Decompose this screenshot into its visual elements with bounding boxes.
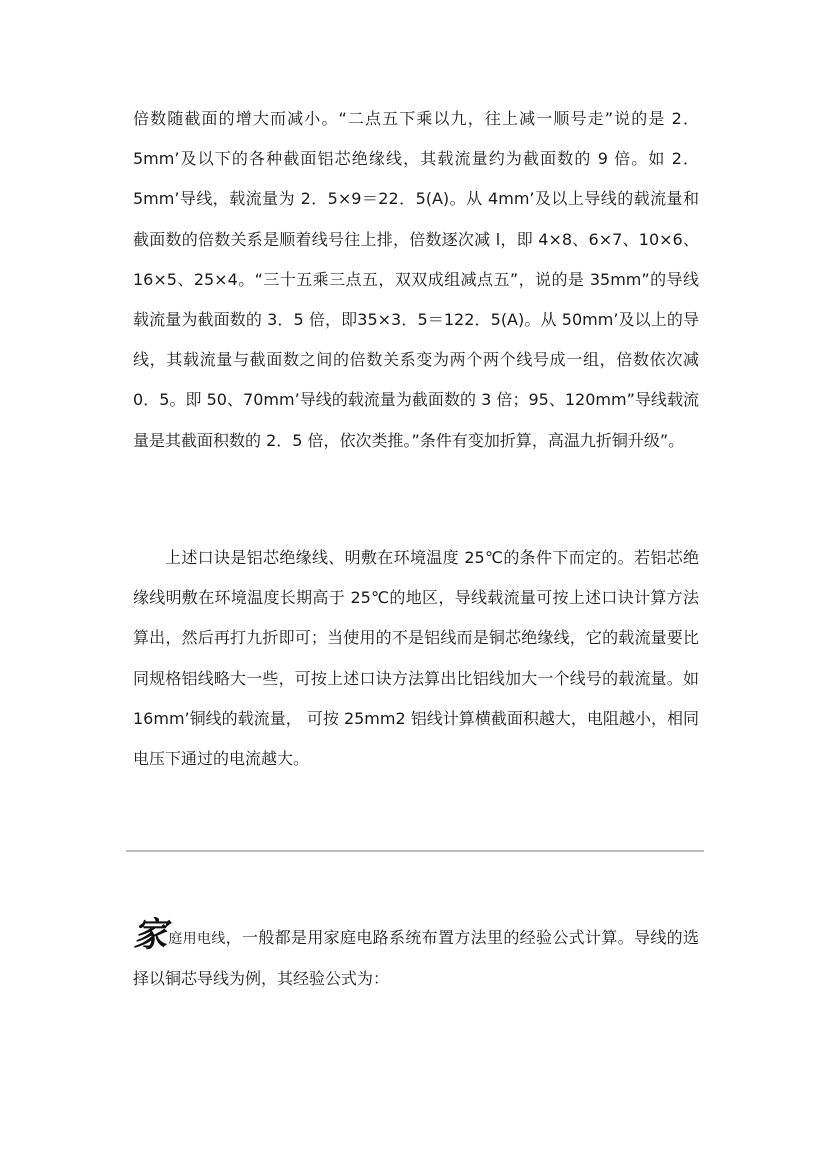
paragraph-household-wiring bbox=[133, 915, 699, 999]
paragraph-current-multiplier-rules: 倍数随截面的增大而减小。“二点五下乘以九，往上减一顺号走”说的是 2．5mm’及以下的各种截面铝芯绝缘线，其载流量约为截面数的 9 倍。如 2．5mm’导线，载流量为 2．5×9＝22．5(A)。从 4mm’及以上导线的载流量和截面数的倍数关系是顺着线号往上排，倍数逐次减 l，即 4×8、6×7、10×6、16×5、25×4。“三十五乘三点五，双双成组减点五”，说的是 35mm”的导线载流量为截面数的 3．5 倍，即35×3．5＝122．5(A)。从 50mm’及以上的导线，其载流量与截面数之间的倍数关系变为两个两个线号成一组，倍数依次减 0．5。即 50、70mm’导线的载流量为截面数的 3 倍；95、120mm”导线载流量是其截面积数的 2．5 倍，依次类推。”条件有变加折算，高温九折铜升级”。 bbox=[133, 109, 699, 450]
paragraph-temperature-correction: 上述口诀是铝芯绝缘线、明敷在环境温度 25℃的条件下而定的。若铝芯绝缘线明敷在环境温度长期高于 25℃的地区，导线载流量可按上述口诀计算方法算出，然后再打九折即可；当使用的不是铝线而是铜芯绝缘线，它的载流量要比同规格铝线略大一些，可按上述口诀方法算出比铝线加大一个线号的载流量。如 16mm’铜线的载流量， 可按 25mm2 铝线计算横截面积越大，电阻越小，相同电压下通过的电流越大。 bbox=[133, 548, 699, 769]
paragraph-household-wiring-text: ，一般都是用家庭电路系统布置方法里的经验公式计算。导线的选择以铜芯导线为例，其经验公式为： bbox=[133, 928, 699, 989]
lead-rest-text: 庭用电线 bbox=[168, 931, 226, 947]
drop-cap: 家 bbox=[133, 915, 167, 955]
section-divider bbox=[126, 850, 704, 852]
